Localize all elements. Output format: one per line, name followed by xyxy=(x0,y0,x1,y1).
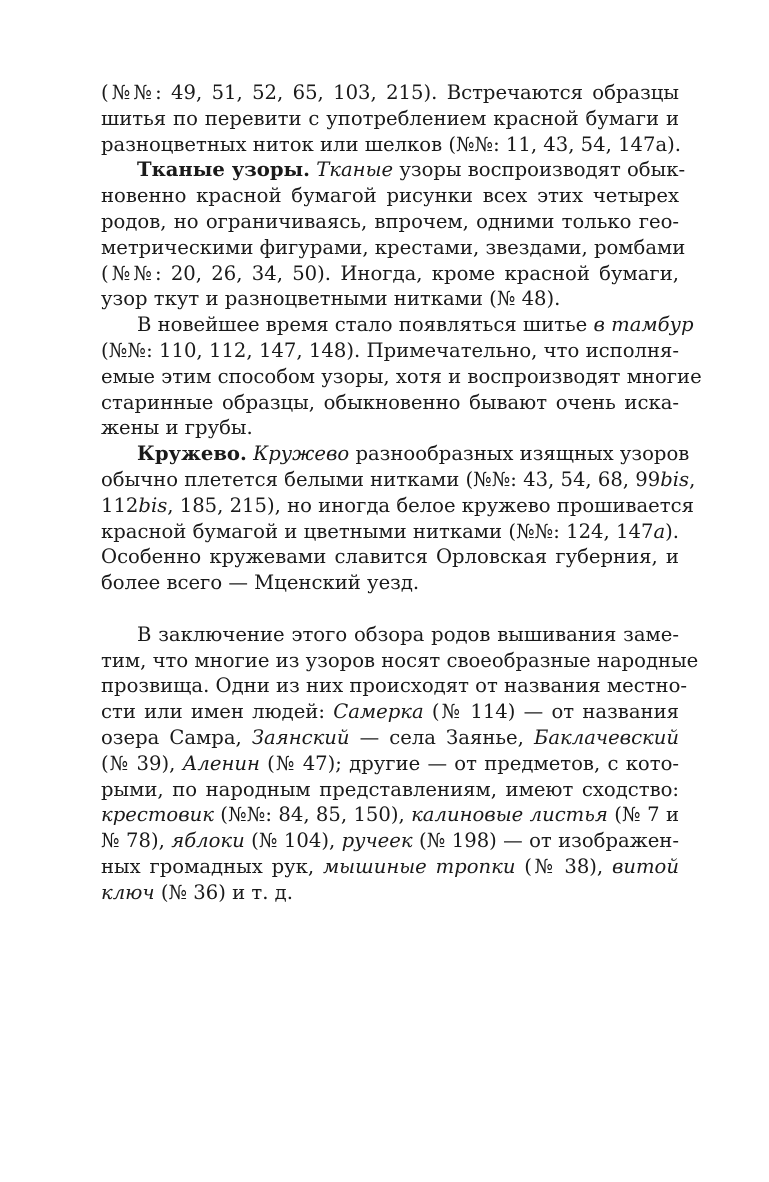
text-line: новенно красной бумагой рисунки всех этих четырех xyxy=(101,184,679,208)
italic-term: ручеек xyxy=(341,829,413,853)
italic-term: яблоки xyxy=(171,829,245,853)
text-run: (№ 36) и т. д. xyxy=(154,880,293,904)
text-line: жены и грубы. xyxy=(101,416,253,440)
italic-term: а xyxy=(653,519,666,543)
italic-term: крестовик xyxy=(101,803,214,827)
text-line xyxy=(101,312,694,338)
text-line xyxy=(101,467,696,493)
text-line xyxy=(101,751,679,777)
italic-term: в тамбур xyxy=(593,313,694,337)
text-line: родов, но ограничиваясь, впрочем, одними только гео- xyxy=(101,209,679,233)
document-page xyxy=(101,80,702,906)
text-line: старинные образцы, обыкновенно бывают очень иска- xyxy=(101,390,679,414)
text-run: (№ 7 и xyxy=(607,803,679,827)
text-line xyxy=(101,157,686,183)
text-run: (№ 114) — от названия xyxy=(423,700,679,724)
italic-term: Аленин xyxy=(182,751,260,775)
italic-term: витой xyxy=(611,854,679,878)
text-line xyxy=(101,725,679,751)
text-run: обычно плетется белыми нитками (№№: 43, 54, 68, 99 xyxy=(101,467,661,491)
text-line: узор ткут и разноцветными нитками (№ 48). xyxy=(101,287,561,311)
text-line xyxy=(101,880,679,906)
text-run: , xyxy=(689,467,696,491)
text-line: (№№: 20, 26, 34, 50). Иногда, кроме красной бумаги, xyxy=(101,261,679,285)
text-run: сти или имен людей: xyxy=(101,700,334,724)
text-run: разнообразных изящных узоров xyxy=(349,442,690,466)
text-run: (№ 38), xyxy=(515,854,612,878)
text-run: красной бумагой и цветными нитками (№№: 124, 147 xyxy=(101,519,654,543)
text-run: (№ 104), xyxy=(244,829,342,853)
text-line xyxy=(101,493,694,519)
text-line: (№№: 110, 112, 147, 148). Примечательно, что исполня- xyxy=(101,338,679,362)
text-line: рыми, по народным представлениям, имеют сходство: xyxy=(101,777,679,801)
text-run: 112 xyxy=(101,493,139,517)
text-run: ных громадных рук, xyxy=(101,854,323,878)
text-run: , 185, 215), но иногда белое кружево прошивается xyxy=(167,493,694,517)
text-run: узоры воспроизводят обык- xyxy=(393,158,686,182)
text-line xyxy=(101,519,679,545)
italic-term: ключ xyxy=(101,880,155,904)
text-run: — села Заянье, xyxy=(349,725,534,749)
italic-term: мышиные тропки xyxy=(322,854,516,878)
italic-term: Заянский xyxy=(251,725,350,749)
italic-term: калиновые листья xyxy=(411,803,608,827)
italic-term: Тканые xyxy=(316,158,394,182)
text-line xyxy=(101,802,679,828)
text-line: тим, что многие из узоров носят своеобразные народные xyxy=(101,648,699,672)
text-line: емые этим способом узоры, хотя и воспроизводят многие xyxy=(101,364,702,388)
text-run: № 78), xyxy=(101,829,172,853)
text-run: ). xyxy=(665,519,679,543)
italic-term: bis xyxy=(660,467,690,491)
text-line: Особенно кружевами славится Орловская губерния, и xyxy=(101,545,679,569)
text-line: прозвища. Одни из них происходят от названия местно- xyxy=(101,674,687,698)
text-line xyxy=(101,441,690,467)
paragraph-gap xyxy=(101,596,679,622)
text-run: (№№: 84, 85, 150), xyxy=(213,803,412,827)
italic-term: bis xyxy=(138,493,168,517)
text-line xyxy=(101,854,679,880)
bold-heading: Кружево. xyxy=(137,442,247,466)
italic-term: Баклачевский xyxy=(533,725,679,749)
italic-term: Самерка xyxy=(333,700,424,724)
text-line: шитья по перевити с употреблением красной бумаги и xyxy=(101,106,679,130)
italic-term: Кружево xyxy=(253,442,350,466)
text-line: более всего — Мценский уезд. xyxy=(101,571,420,595)
text-run: озера Самра, xyxy=(101,725,252,749)
text-line xyxy=(101,699,679,725)
text-line: (№№: 49, 51, 52, 65, 103, 215). Встречаются образцы xyxy=(101,81,679,104)
text-run: (№ 47); другие — от предметов, с кото- xyxy=(259,751,679,775)
text-line: метрическими фигурами, крестами, звездами, ромбами xyxy=(101,235,686,259)
text-run: (№ 39), xyxy=(101,751,183,775)
text-line xyxy=(101,828,679,854)
text-run: (№ 198) — от изображен- xyxy=(412,829,679,853)
text-run: В новейшее время стало появляться шитье xyxy=(137,313,594,337)
text-line: В заключение этого обзора родов вышивания заме- xyxy=(137,622,679,646)
bold-heading: Тканые узоры. xyxy=(137,158,310,182)
text-line: разноцветных ниток или шелков (№№: 11, 43, 54, 147а). xyxy=(101,132,682,156)
